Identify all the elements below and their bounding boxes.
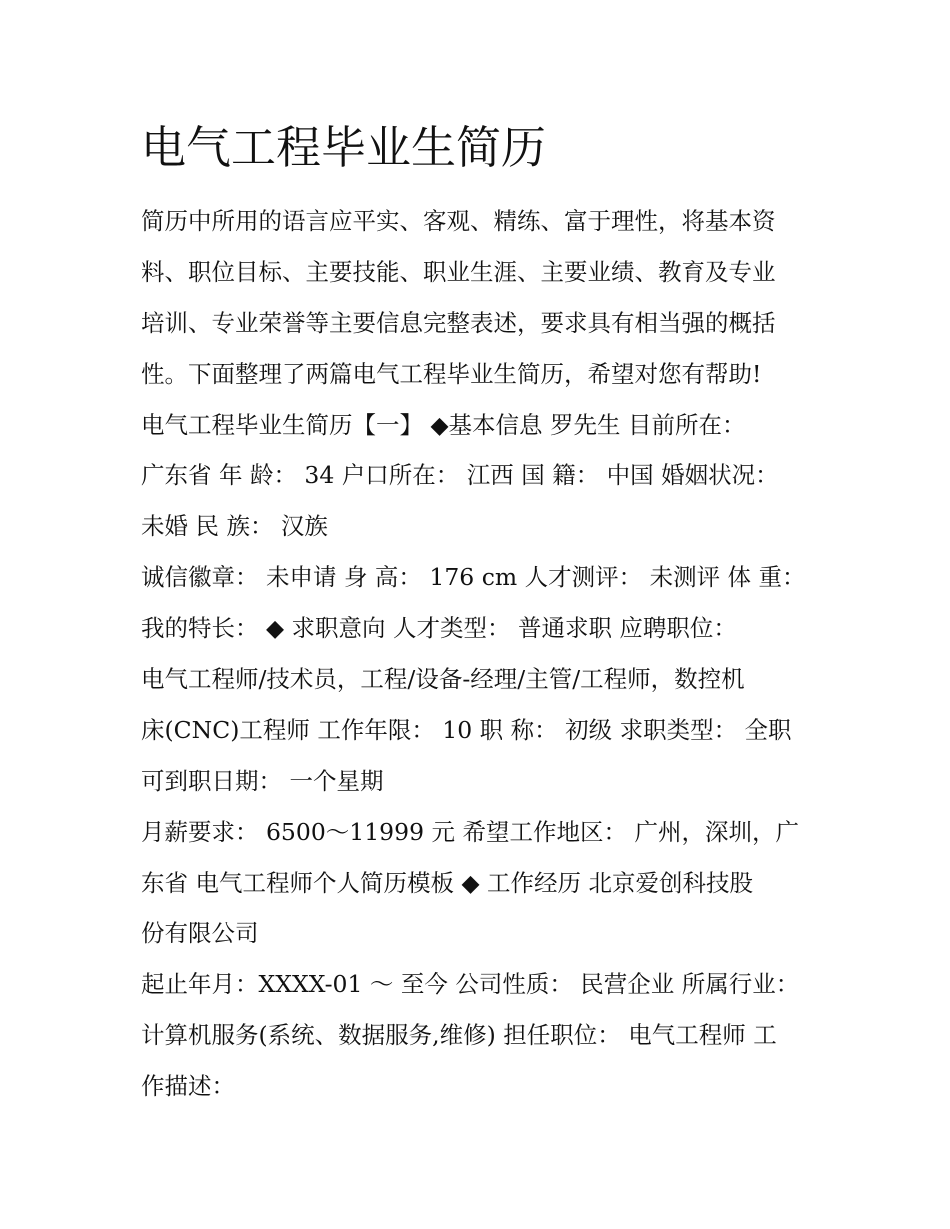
body-line-5: 电气工程毕业生简历【一】 ◆基本信息 罗先生 目前所在： xyxy=(141,410,746,439)
body-line-9: 我的特长： ◆ 求职意向 人才类型： 普通求职 应聘职位： xyxy=(141,614,737,643)
body-line-18: 作描述： xyxy=(141,1072,235,1101)
body-line-2: 料、职位目标、主要技能、职业生涯、主要业绩、教育及专业 xyxy=(141,257,776,286)
body-line-17: 计算机服务(系统、数据服务,维修) 担任职位： 电气工程师 工 xyxy=(141,1021,777,1050)
body-line-8: 诚信徽章： 未申请 身 高： 176 cm 人才测评： 未测评 体 重： xyxy=(141,563,806,592)
body-line-15: 份有限公司 xyxy=(141,919,259,948)
body-line-12: 可到职日期： 一个星期 xyxy=(141,766,384,795)
body-line-16: 起止年月：XXXX-01 ～ 至今 公司性质： 民营企业 所属行业： xyxy=(141,970,800,999)
body-line-10: 电气工程师/技术员，工程/设备-经理/主管/工程师，数控机 xyxy=(141,665,745,694)
body-line-6: 广东省 年 龄： 34 户口所在： 江西 国 籍： 中国 婚姻状况： xyxy=(141,461,779,490)
body-line-1: 简历中所用的语言应平实、客观、精练、富于理性，将基本资 xyxy=(141,207,776,235)
body-line-4: 性。下面整理了两篇电气工程毕业生简历，希望对您有帮助! xyxy=(141,359,762,388)
body-line-3: 培训、专业荣誉等主要信息完整表述，要求具有相当强的概括 xyxy=(141,308,776,337)
body-line-7: 未婚 民 族： 汉族 xyxy=(141,512,328,541)
document-page xyxy=(141,112,821,1112)
body-line-11: 床(CNC)工程师 工作年限： 10 职 称： 初级 求职类型： 全职 xyxy=(141,715,792,744)
body-line-14: 东省 电气工程师个人简历模板 ◆ 工作经历 北京爱创科技股 xyxy=(141,868,753,897)
body-line-13: 月薪要求： 6500～11999 元 希望工作地区： 广州，深圳，广 xyxy=(141,817,799,846)
document-body xyxy=(141,196,821,1112)
document-title: 电气工程毕业生简历 xyxy=(141,121,547,174)
